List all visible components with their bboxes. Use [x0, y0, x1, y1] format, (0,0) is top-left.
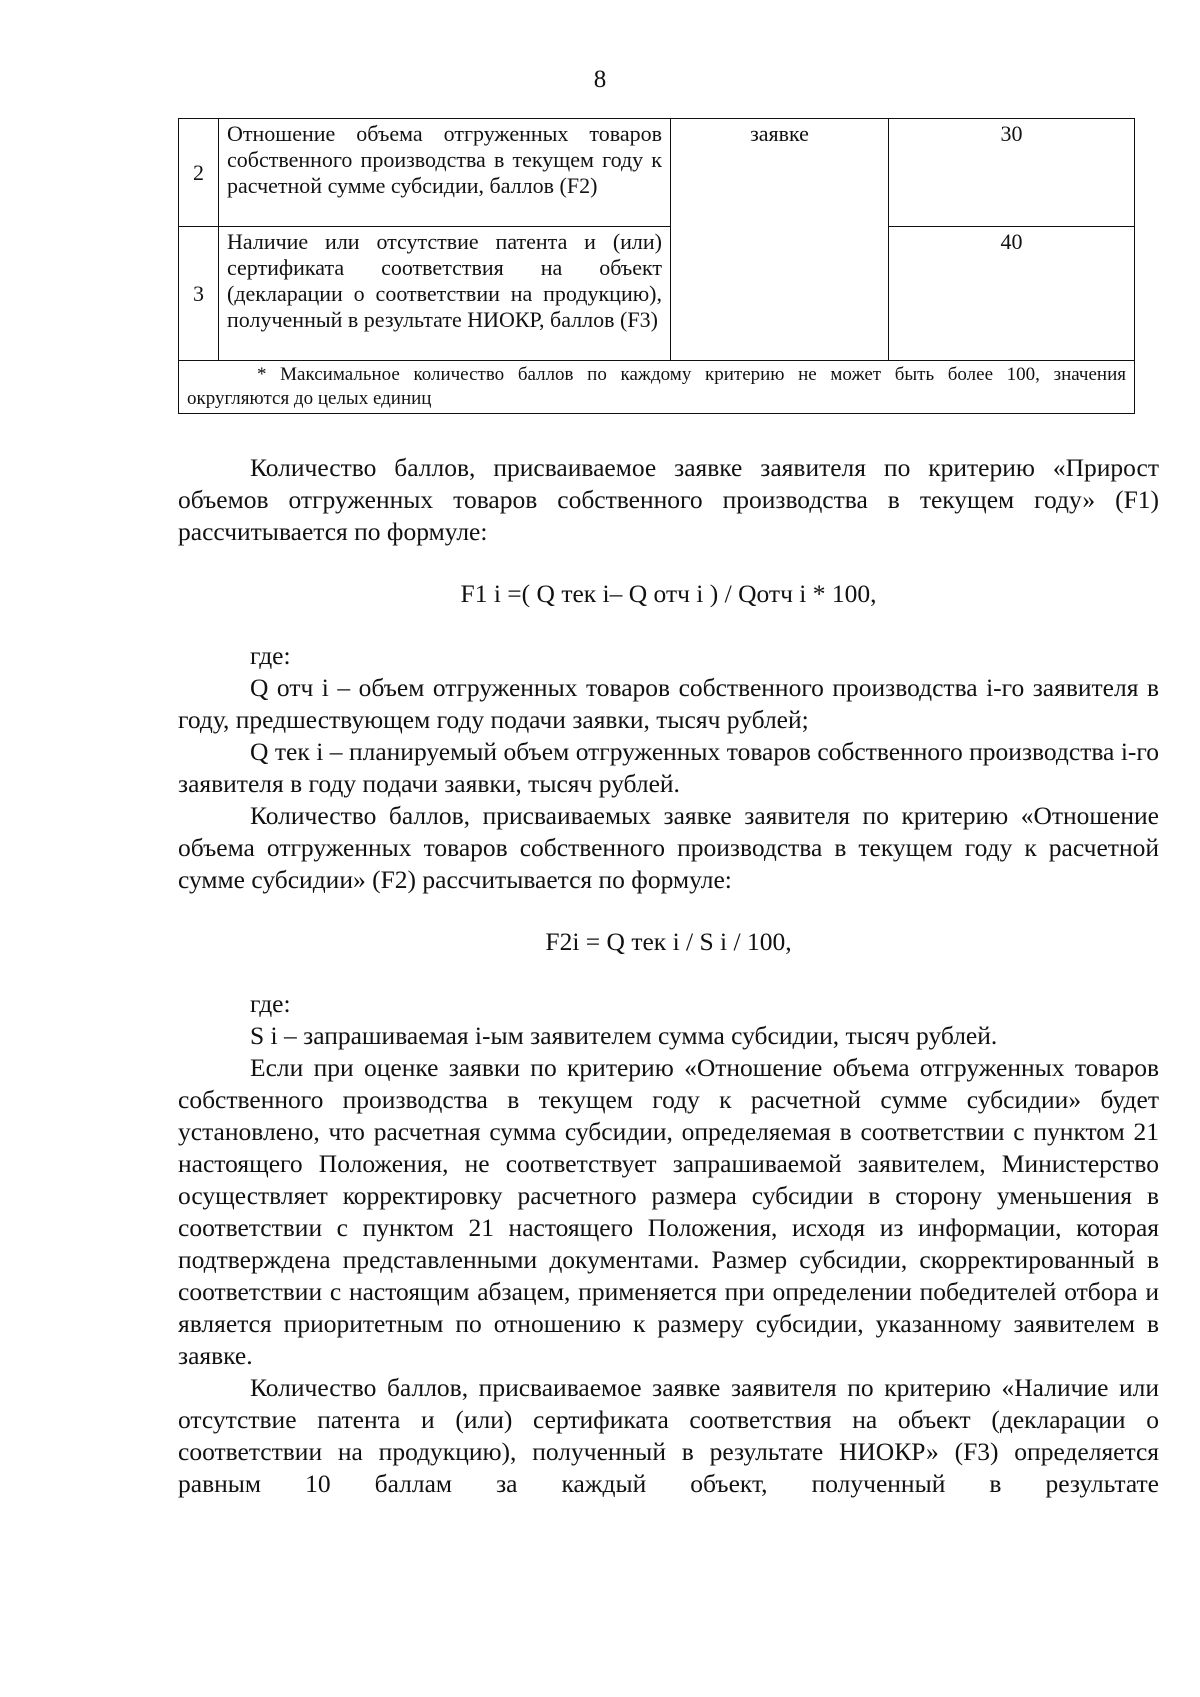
paragraph-f3-intro: Количество баллов, присваиваемое заявке заявителя по критерию «Наличие или отсутствие патента и (или) сертификата соответствия на объект (декларации о соответствии на продукцию), полученный в результате НИОКР» (F3) определяется равным 10 баллам за каждый объект, полученный в результате — [178, 1373, 1159, 1498]
definition-q-tek: Q тек i – планируемый объем отгруженных товаров собственного производства i-го заявителя в году подачи заявки, тысяч рублей. — [178, 737, 1159, 798]
table-note-row — [179, 361, 1135, 414]
criterion-condition: заявке — [671, 119, 889, 361]
where-label: где: — [250, 641, 291, 670]
row-number: 2 — [179, 119, 219, 227]
criterion-score: 30 — [889, 119, 1135, 227]
page-number: 8 — [593, 66, 607, 93]
where-label: где: — [250, 989, 291, 1018]
criterion-name: Отношение объема отгруженных товаров собственного производства в текущем году к расчетной сумме субсидии, баллов (F2) — [219, 119, 671, 227]
footnote-line: округляются до целых единиц — [187, 388, 432, 409]
formula-f1: F1 i =( Q тек i– Q отч i ) / Qотч i * 100, — [460, 579, 877, 608]
table-row — [179, 119, 1135, 227]
formula-f2: F2i = Q тек i / S i / 100, — [545, 927, 792, 956]
criterion-name: Наличие или отсутствие патента и (или) сертификата соответствия на объект (декларации о соответствии на продукцию), полученный в результате НИОКР, баллов (F3) — [219, 227, 671, 361]
paragraph-f1-intro: Количество баллов, присваиваемое заявке заявителя по критерию «Прирост объемов отгруженных товаров собственного производства в текущем году» (F1) рассчитывается по формуле: — [178, 453, 1159, 546]
definition-s: S i – запрашиваемая i-ым заявителем сумма субсидии, тысяч рублей. — [250, 1021, 998, 1050]
footnote-line: * Максимальное количество баллов по каждому критерию не может быть более 100, значения — [257, 364, 1126, 385]
table-footnote — [179, 361, 1135, 414]
document-body — [178, 452, 1159, 1500]
table-row — [179, 227, 1135, 361]
definition-q-otch: Q отч i – объем отгруженных товаров собственного производства i-го заявителя в году, предшествующем году подачи заявки, тысяч рублей; — [178, 673, 1159, 734]
row-number: 3 — [179, 227, 219, 361]
paragraph-f2-intro: Количество баллов, присваиваемых заявке заявителя по критерию «Отношение объема отгруженных товаров собственного производства в текущем году к расчетной сумме субсидии» (F2) рассчитывается по формуле: — [178, 801, 1159, 894]
criteria-table — [178, 118, 1135, 414]
criterion-score: 40 — [889, 227, 1135, 361]
paragraph-correction: Если при оценке заявки по критерию «Отношение объема отгруженных товаров собственного производства в текущем году к расчетной сумме субсидии» будет установлено, что расчетная сумма субсидии, определяемая в соответствии с пунктом 21 настоящего Положения, не соответствует запрашиваемой заявителем, Министерство осуществляет корректировку расчетного размера субсидии в сторону уменьшения в соответствии с пунктом 21 настоящего Положения, исходя из информации, которая подтверждена представленными документами. Размер субсидии, скорректированный в соответствии с настоящим абзацем, применяется при определении победителей отбора и является приоритетным по отношению к размеру субсидии, указанному заявителем в заявке. — [178, 1053, 1159, 1370]
